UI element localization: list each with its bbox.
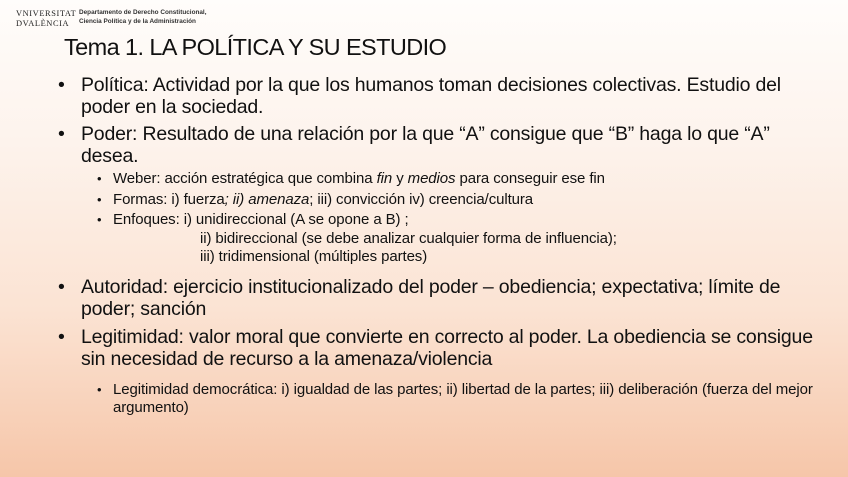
weber-medios: medios [407,170,456,187]
sub-bullet-weber [58,170,818,189]
weber-text-c: para conseguir ese fin [455,170,605,187]
slide-title: Tema 1. LA POLÍTICA Y SU ESTUDIO [64,34,447,60]
definition-legitimidad: : valor moral que convierte en correcto al poder. La obediencia se consigue sin necesidad de recurso a la amenaza/violencia [81,325,813,370]
sub-bullet-enfoques [58,211,818,267]
bullet-dot: • [58,74,65,96]
bullet-dot: • [58,123,65,145]
weber-text-a: Weber: acción estratégica que combina [113,170,377,187]
department-name-line1: Departamento de Derecho Constitucional, [79,9,207,16]
formas-text-a: Formas: i) fuerza [113,190,225,208]
legitimidad-democratica-text: Legitimidad democrática: i) igualdad de las partes; ii) libertad de la partes; iii) deliberación (fuerza del mejor argumento) [113,380,813,416]
bullet-poder [58,123,818,167]
sub-bullet-legitimidad-democratica [58,381,818,418]
sub-bullet-dot: • [97,191,102,207]
enfoques-line-2: ii) bidireccional (se debe analizar cualquier forma de influencia); [200,229,617,247]
university-name-line2: DVALÈNCIA [16,18,70,28]
enfoques-line-1: Enfoques: i) unidireccional (A se opone a B) ; [113,211,409,228]
enfoques-line-3: iii) tridimensional (múltiples partes) [200,248,428,265]
term-politica: Política [81,74,144,96]
bullet-dot: • [58,325,65,348]
term-poder: Poder [81,123,133,145]
weber-fin: fin [376,170,393,187]
definition-politica: : Actividad por la que los humanos toman decisiones colectivas. Estudio del poder en la sociedad. [81,74,781,118]
department-name-line2: Ciencia Política y de la Administración [79,17,196,25]
term-legitimidad: Legitimidad [81,325,179,348]
term-autoridad: Autoridad [81,275,163,298]
department-name [79,9,206,26]
formas-text-b: ; ii) amenaza [224,190,310,208]
university-logo [16,9,206,28]
sub-bullet-dot: • [97,212,102,227]
bullet-dot: • [58,275,65,298]
formas-text-c: ; iii) convicción iv) creencia/cultura [309,190,534,208]
bullet-legitimidad [58,326,818,370]
sub-bullet-dot: • [97,381,102,397]
weber-text-b: y [392,170,408,187]
bullet-politica [58,74,818,118]
slide-content [58,74,818,418]
sub-bullet-formas [58,191,818,210]
definition-autoridad: : ejercicio institucionalizado del poder – obediencia; expectativa; límite de poder; sanción [81,275,781,320]
bullet-autoridad [58,276,818,320]
university-name-line1: VNIVERSITAT [16,9,77,18]
definition-poder: : Resultado de una relación por la que “A” consigue que “B” haga lo que “A” desea. [81,123,770,167]
university-name [16,9,77,28]
sub-bullet-dot: • [97,171,102,186]
